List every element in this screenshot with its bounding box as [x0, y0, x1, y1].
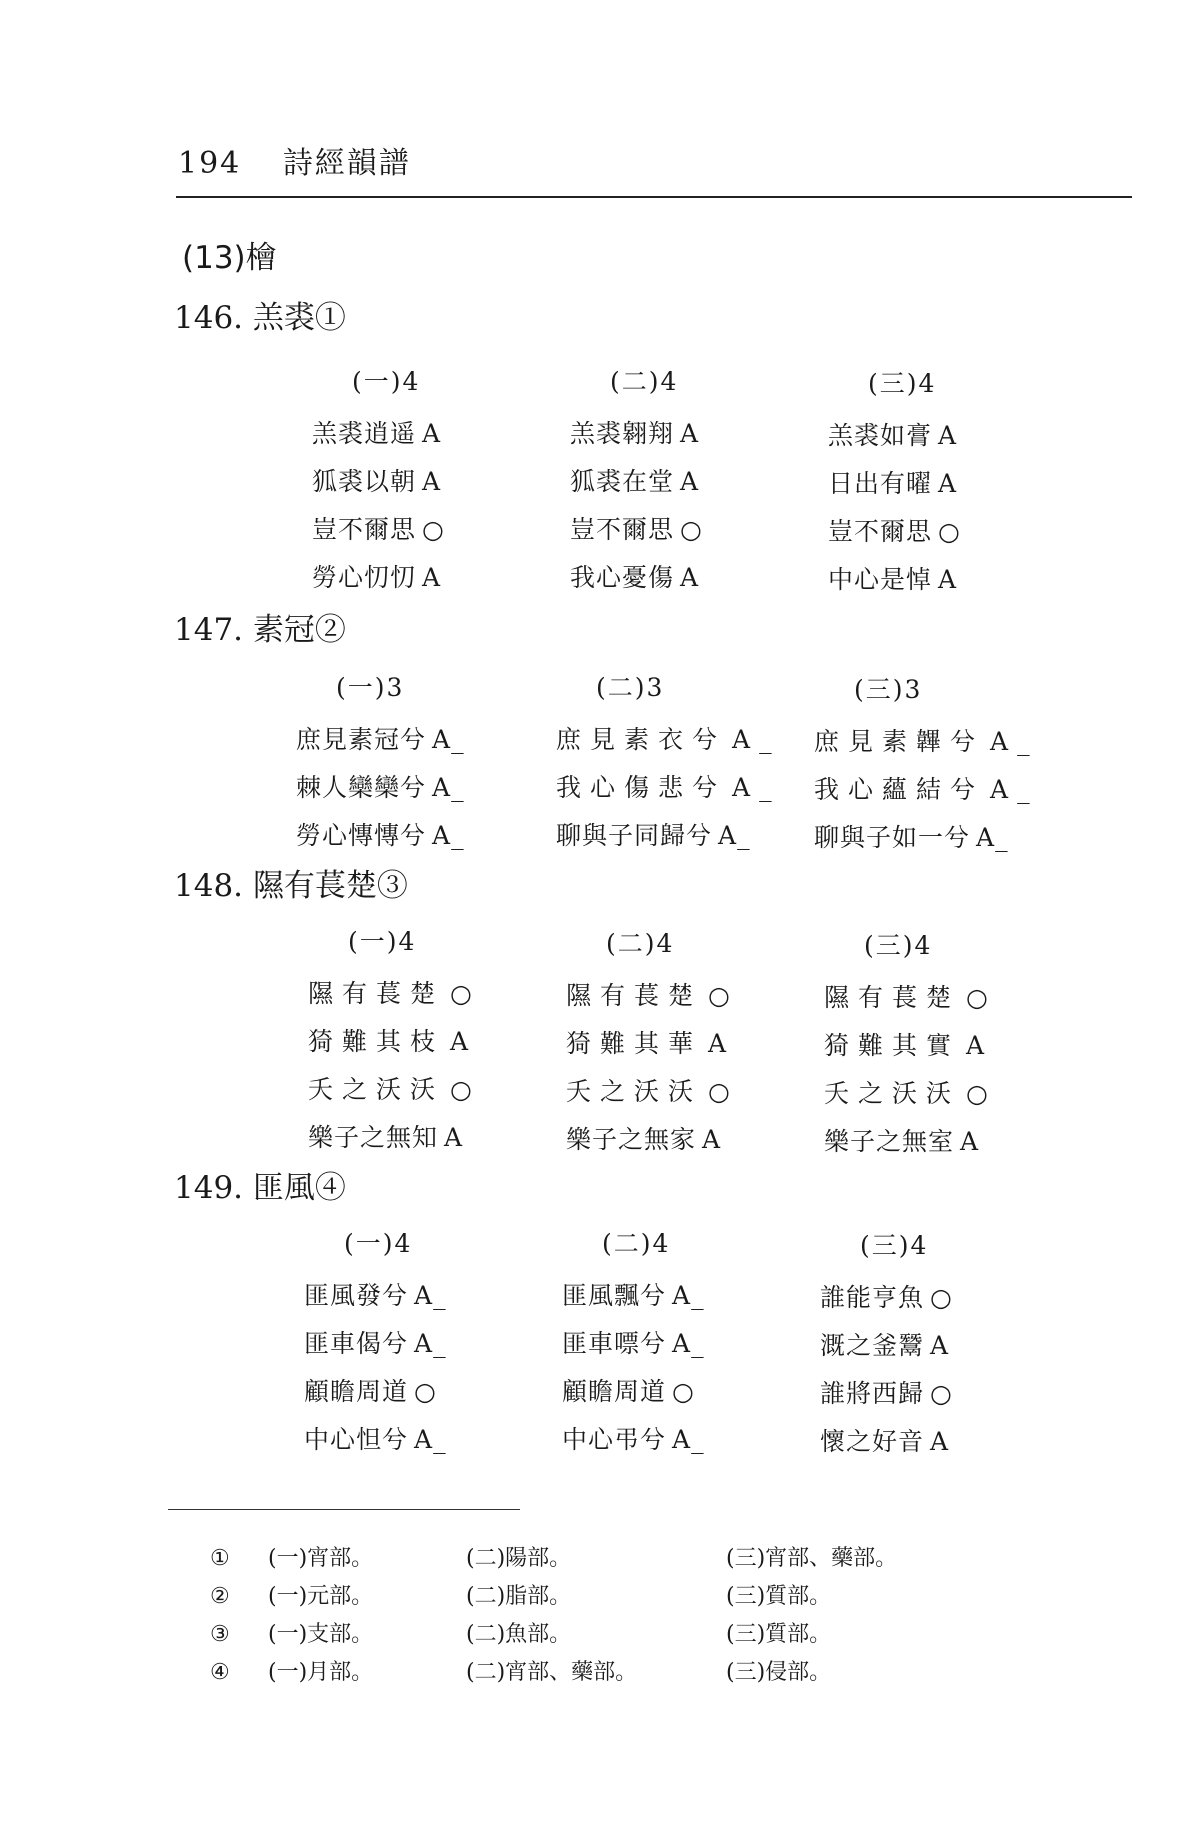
- verse-line: 誰將西歸 ○: [820, 1379, 953, 1408]
- verse-line: 聊與子同歸兮 A_: [556, 821, 751, 850]
- verse-line: 羔裘如膏 A: [828, 421, 958, 450]
- stanza-head: (一)4: [352, 367, 421, 396]
- poem-title: 148. 隰有萇楚③: [174, 868, 408, 904]
- verse-line: 樂子之無室 A: [824, 1127, 980, 1156]
- stanza: [814, 670, 1044, 862]
- verse-line: 隰有萇楚 ○: [566, 981, 739, 1010]
- poem-title: 149. 匪風④: [174, 1170, 346, 1206]
- footnote-number: ③: [210, 1622, 230, 1647]
- stanza: [304, 1224, 534, 1464]
- footnote-text: (一)元部。: [268, 1584, 374, 1609]
- verse-line: 豈不爾思 ○: [828, 517, 961, 546]
- running-title: 詩經韻譜: [282, 146, 411, 181]
- verse-line: 匪車嘌兮 A_: [562, 1329, 705, 1358]
- page-header: [178, 138, 411, 182]
- poem-title: 146. 羔裘①: [174, 300, 346, 336]
- footnote-row: [210, 1540, 1010, 1578]
- stanza-head: (一)3: [336, 673, 405, 702]
- verse-line: 勞心慱慱兮 A_: [296, 821, 465, 850]
- verse-line: 誰能亨魚 ○: [820, 1283, 953, 1312]
- verse-line: 隰有萇楚 ○: [308, 979, 481, 1008]
- footnote-text: (三)質部。: [726, 1622, 832, 1647]
- stanza-head: (二)4: [602, 1229, 671, 1258]
- stanza-head: (二)4: [606, 929, 675, 958]
- footnote-text: (一)宵部。: [268, 1546, 374, 1571]
- stanza-head: (二)4: [610, 367, 679, 396]
- stanza-head: (三)4: [868, 369, 937, 398]
- stanza: [312, 362, 542, 602]
- verse-line: 匪車偈兮 A_: [304, 1329, 447, 1358]
- verse-line: 中心是悼 A: [828, 565, 958, 594]
- footnote-number: ④: [210, 1660, 230, 1685]
- section-title: (13)檜: [182, 240, 277, 276]
- verse-line: 顧瞻周道 ○: [562, 1377, 695, 1406]
- verse-line: 匪風飄兮 A_: [562, 1281, 705, 1310]
- stanza: [296, 668, 526, 860]
- footnote-number: ②: [210, 1584, 230, 1609]
- verse-line: 棘人欒欒兮 A_: [296, 773, 465, 802]
- verse-line: 勞心忉忉 A: [312, 563, 442, 592]
- stanza: [824, 926, 1054, 1166]
- verse-line: 夭之沃沃 ○: [308, 1075, 481, 1104]
- verse-line: 夭之沃沃 ○: [824, 1079, 997, 1108]
- verse-line: 懷之好音 A: [820, 1427, 950, 1456]
- verse-line: 中心怛兮 A_: [304, 1425, 447, 1454]
- footnote-text: (三)質部。: [726, 1584, 832, 1609]
- footnote-text: (二)宵部、藥部。: [466, 1660, 638, 1685]
- verse-line: 羔裘逍遥 A: [312, 419, 442, 448]
- verse-line: 樂子之無家 A: [566, 1125, 722, 1154]
- verse-line: 顧瞻周道 ○: [304, 1377, 437, 1406]
- verse-line: 狐裘在堂 A: [570, 467, 700, 496]
- verse-line: 猗難其枝 A: [308, 1027, 478, 1056]
- stanza: [566, 924, 796, 1164]
- stanza: [570, 362, 800, 602]
- verse-line: 羔裘翱翔 A: [570, 419, 700, 448]
- stanza: [828, 364, 1058, 604]
- footnote-text: (一)支部。: [268, 1622, 374, 1647]
- footnote-rule: [168, 1509, 520, 1510]
- footnote-text: (三)宵部、藥部。: [726, 1546, 898, 1571]
- footnote-row: [210, 1578, 1010, 1616]
- stanza-head: (三)4: [864, 931, 933, 960]
- footnote-text: (二)脂部。: [466, 1584, 572, 1609]
- verse-line: 猗難其實 A: [824, 1031, 994, 1060]
- verse-line: 聊與子如一兮 A_: [814, 823, 1009, 852]
- footnote-row: [210, 1616, 1010, 1654]
- verse-line: 中心弔兮 A_: [562, 1425, 705, 1454]
- poem-title: 147. 素冠②: [174, 612, 346, 648]
- verse-line: 溉之釜鬵 A: [820, 1331, 950, 1360]
- verse-line: 匪風發兮 A_: [304, 1281, 447, 1310]
- page-number: 194: [178, 146, 242, 181]
- footnote-text: (二)魚部。: [466, 1622, 572, 1647]
- stanza: [820, 1226, 1050, 1466]
- footnote-text: (一)月部。: [268, 1660, 374, 1685]
- verse-line: 日出有曜 A: [828, 469, 958, 498]
- stanza-head: (三)4: [860, 1231, 929, 1260]
- verse-line: 夭之沃沃 ○: [566, 1077, 739, 1106]
- stanza: [556, 668, 786, 860]
- stanza-head: (二)3: [596, 673, 665, 702]
- verse-line: 豈不爾思 ○: [570, 515, 703, 544]
- verse-line: 隰有萇楚 ○: [824, 983, 997, 1012]
- verse-line: 庶見素冠兮 A_: [296, 725, 465, 754]
- verse-line: 我心傷悲兮 A_: [556, 773, 781, 802]
- footnote-row: [210, 1654, 1010, 1692]
- stanza-head: (一)4: [348, 927, 417, 956]
- stanza-head: (三)3: [854, 675, 923, 704]
- verse-line: 庶見素韠兮 A_: [814, 727, 1039, 756]
- stanza-head: (一)4: [344, 1229, 413, 1258]
- footnotes: [210, 1540, 1010, 1692]
- verse-line: 豈不爾思 ○: [312, 515, 445, 544]
- stanza: [308, 922, 538, 1162]
- footnote-text: (二)陽部。: [466, 1546, 572, 1571]
- verse-line: 我心蘊結兮 A_: [814, 775, 1039, 804]
- verse-line: 庶見素衣兮 A_: [556, 725, 781, 754]
- verse-line: 狐裘以朝 A: [312, 467, 442, 496]
- verse-line: 猗難其華 A: [566, 1029, 736, 1058]
- header-rule: [176, 196, 1132, 198]
- stanza: [562, 1224, 792, 1464]
- verse-line: 樂子之無知 A: [308, 1123, 464, 1152]
- verse-line: 我心憂傷 A: [570, 563, 700, 592]
- footnote-number: ①: [210, 1546, 230, 1571]
- footnote-text: (三)侵部。: [726, 1660, 832, 1685]
